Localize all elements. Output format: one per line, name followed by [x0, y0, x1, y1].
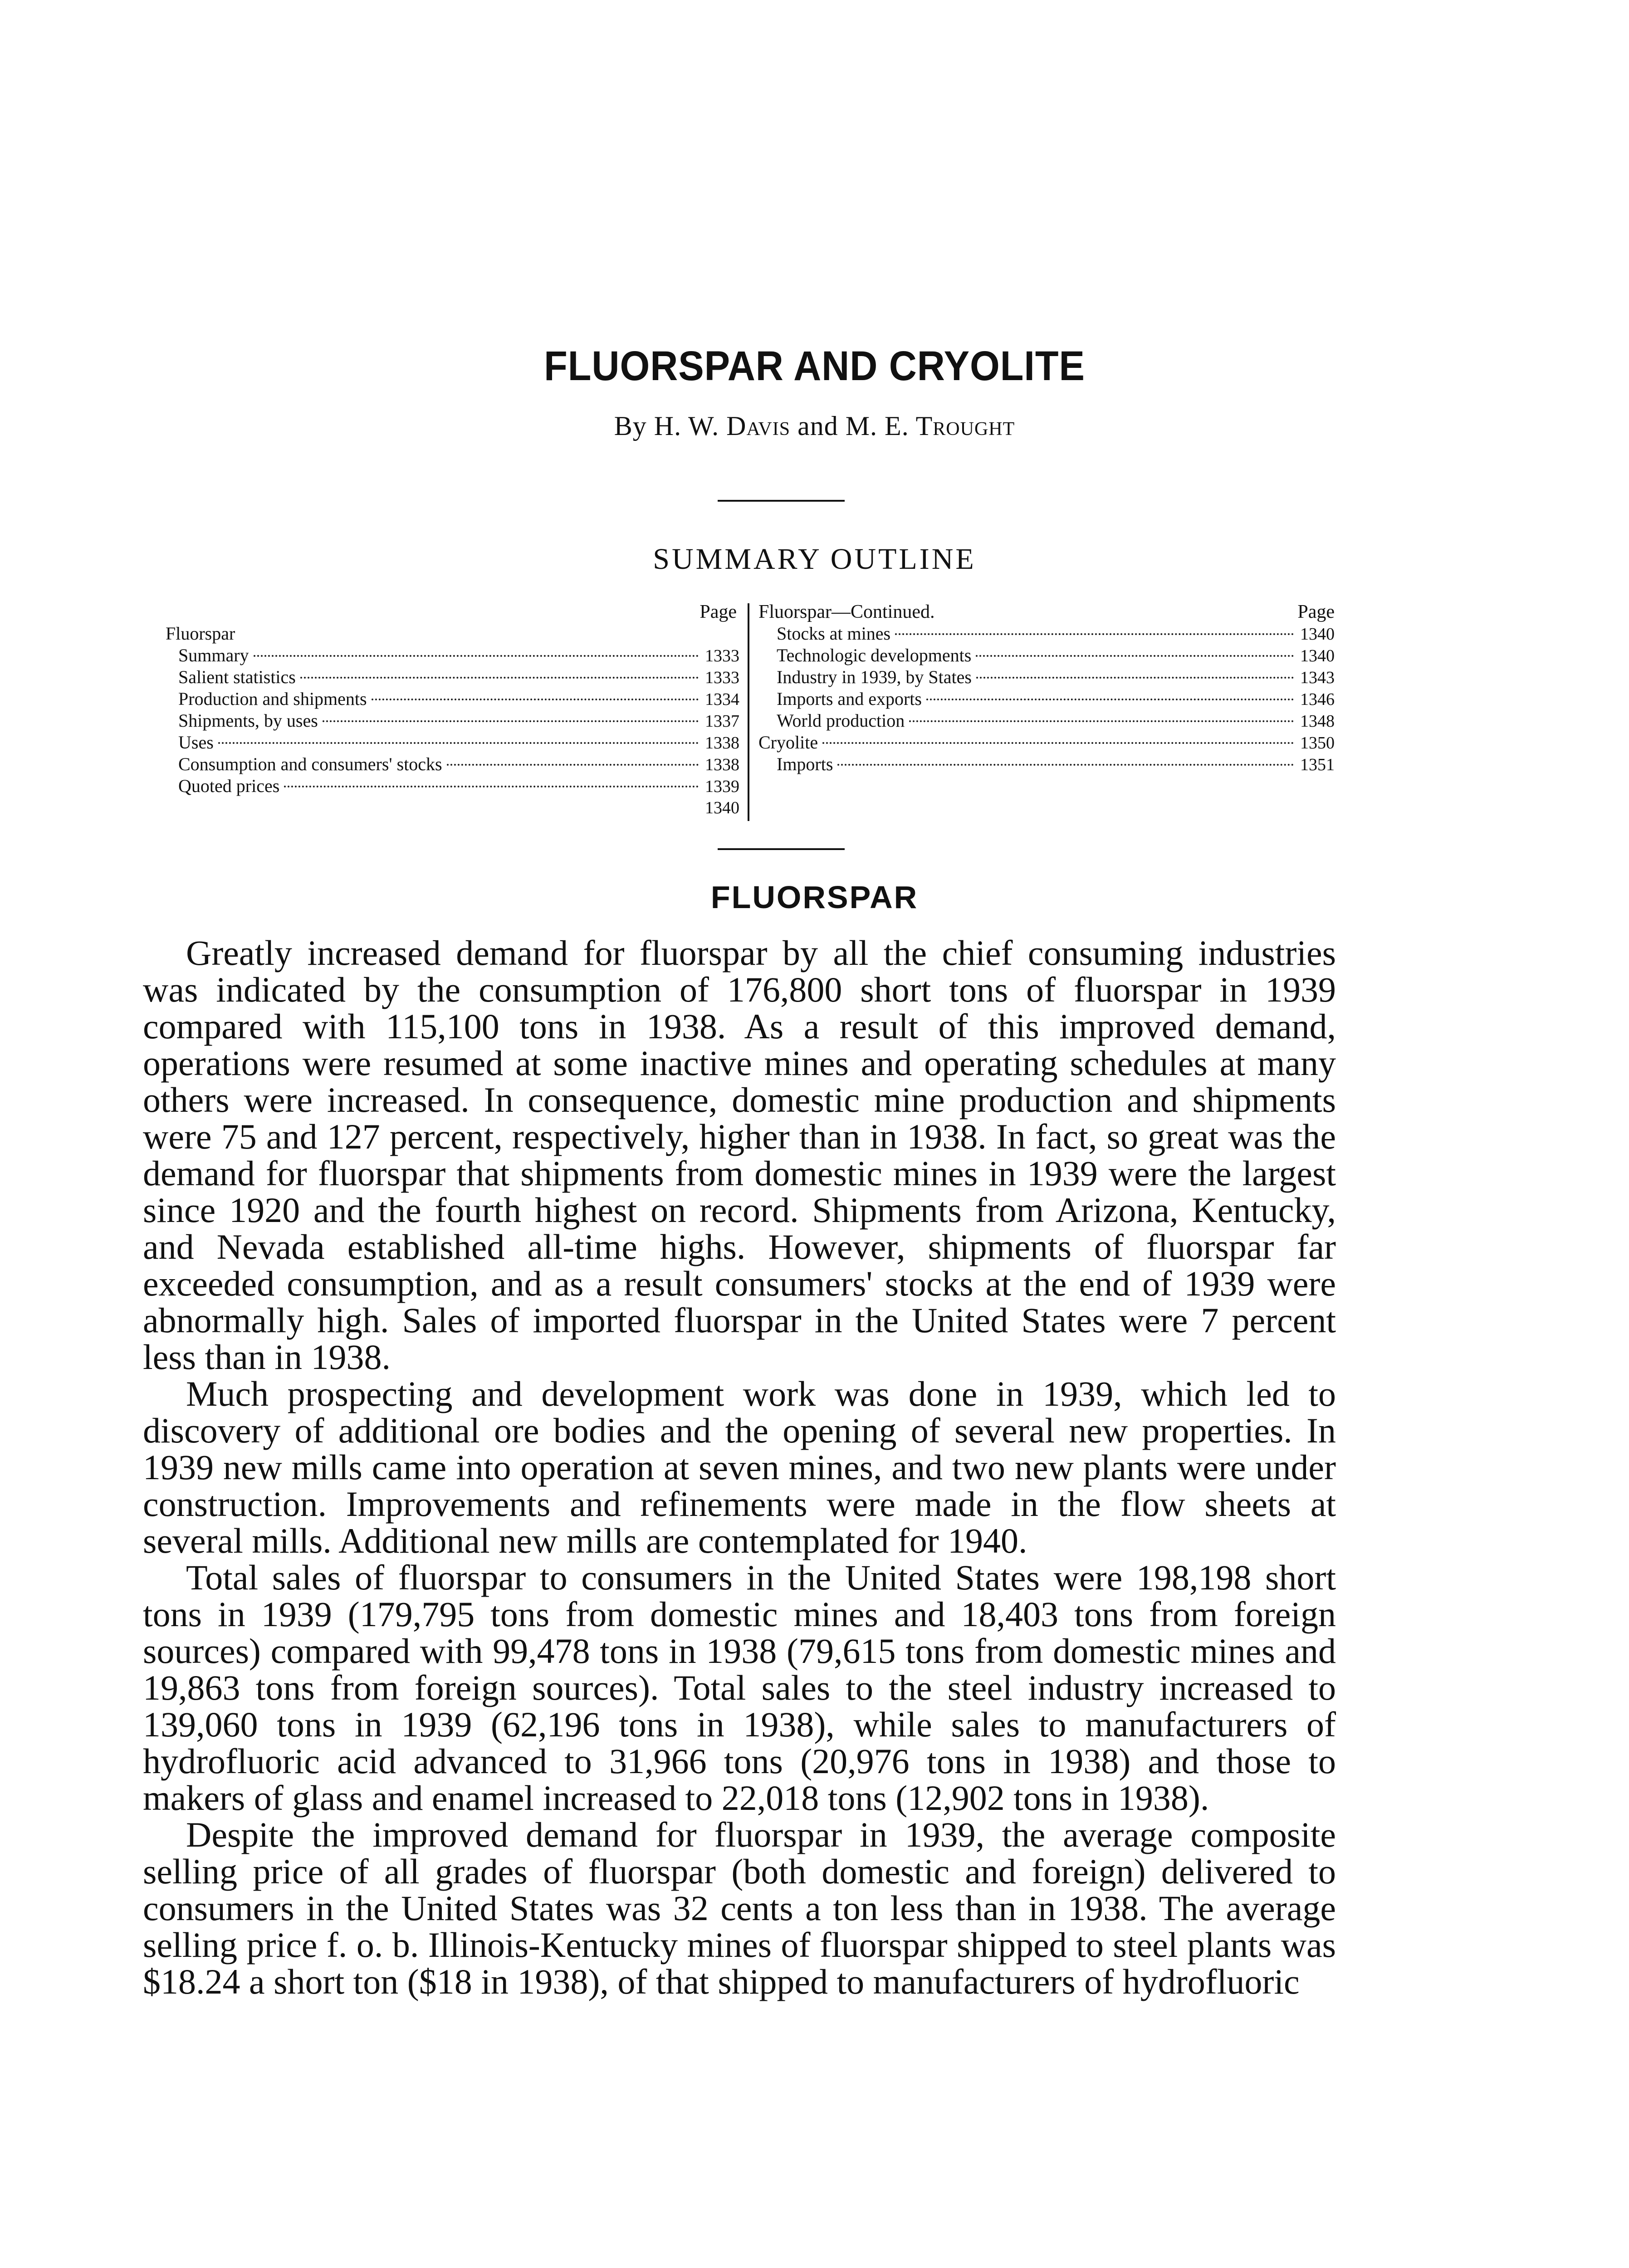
- document-title: FLUORSPAR AND CRYOLITE: [544, 343, 1085, 389]
- toc-leader-dots: [254, 655, 699, 657]
- toc-leader-dots: [218, 742, 699, 744]
- toc-entry-page: 1340: [705, 798, 739, 817]
- byline-prefix: By: [614, 411, 647, 441]
- byline: [0, 411, 1629, 442]
- toc-entry-label: Cryolite: [758, 732, 818, 753]
- toc-entry-label: Quoted prices: [178, 776, 280, 796]
- toc-leader-dots: [447, 764, 699, 766]
- toc-entry-label: Salient statistics: [178, 667, 296, 687]
- toc-leader-dots: [284, 786, 699, 787]
- summary-outline-heading: SUMMARY OUTLINE: [653, 543, 976, 576]
- toc-entry-label: Fluorspar: [166, 623, 235, 644]
- toc-entry-label: World production: [777, 710, 905, 731]
- toc-entry-page: 1343: [1300, 668, 1335, 687]
- toc-entry-page: 1338: [705, 755, 739, 774]
- author-1: H. W. Davis: [654, 411, 791, 441]
- divider-rule: [718, 500, 845, 502]
- toc-page-label: Page: [700, 601, 737, 622]
- toc-entry: [758, 732, 1335, 753]
- paragraph: Much prospecting and development work was done in 1939, which led to discovery of additional ore bodies and the opening of several new properties. In 1939 new mills came into operation at seven mines, and two new plants were under construction. Improvements and refinements were made in the flow sheets at several mills. Additional new mills are contemplated for 1940.: [143, 1374, 1336, 1560]
- toc-leader-dots: [837, 764, 1294, 766]
- toc-entry: [758, 645, 1335, 666]
- toc-page-label: Page: [1297, 601, 1335, 622]
- toc-entry: [166, 645, 739, 666]
- toc-entry-page: 1351: [1300, 755, 1335, 774]
- toc-entry-label: Uses: [178, 732, 214, 753]
- paragraph: Greatly increased demand for fluorspar by all the chief consuming industries was indicated by the consumption of 176,800 short tons of fluorspar in 1939 compared with 115,100 tons in 1938. As a result of this improved demand, operations were resumed at some inactive mines and operating schedules at many others were increased. In consequence, domestic mine production and shipments were 75 and 127 percent, respectively, higher than in 1938. In fact, so great was the demand for fluorspar that shipments from domestic mines in 1939 were the largest since 1920 and the fourth highest on record. Shipments from Arizona, Kentucky, and Nevada established all-time highs. However, shipments of fluorspar far exceeded consumption, and as a result consumers' stocks at the end of 1939 were abnormally high. Sales of imported fluorspar in the United States were 7 percent less than in 1938.: [143, 933, 1336, 1377]
- paragraph: Total sales of fluorspar to consumers in the United States were 198,198 short tons in 1939 (179,795 tons from domestic mines and 18,403 tons from foreign sources) compared with 99,478 tons in 1938 (79,615 tons from domestic mines and 19,863 tons from foreign sources). Total sales to the steel industry increased to 139,060 tons in 1939 (62,196 tons in 1938), while sales to manufacturers of hydrofluoric acid advanced to 31,966 tons (20,976 tons in 1938) and those to makers of glass and enamel increased to 22,018 tons (12,902 tons in 1938).: [143, 1558, 1336, 1818]
- toc-entry-label: Imports and exports: [777, 689, 922, 709]
- toc-entry-page: 1340: [1300, 646, 1335, 665]
- toc-entry: [166, 666, 739, 688]
- toc-entry: [166, 710, 739, 732]
- body-text: [143, 934, 1336, 2000]
- toc-leader-dots: [895, 633, 1294, 635]
- toc-entry: [758, 710, 1335, 732]
- toc-entry: [166, 688, 739, 710]
- toc-entry-label: Technologic developments: [777, 645, 972, 665]
- toc-entry: [758, 688, 1335, 710]
- toc-column-divider: [748, 603, 749, 821]
- toc-entry-page: 1334: [705, 690, 739, 709]
- toc-left-column: [166, 601, 739, 819]
- toc-entry-page: 1337: [705, 712, 739, 731]
- divider-rule: [718, 848, 845, 850]
- toc-leader-dots: [822, 742, 1294, 744]
- toc-leader-dots: [909, 720, 1294, 722]
- toc-entry-page: 1333: [705, 668, 739, 687]
- toc-leader-dots: [926, 699, 1294, 700]
- toc-entry: [758, 753, 1335, 775]
- toc-leader-dots: [323, 720, 699, 722]
- toc-entry: [166, 732, 739, 753]
- toc-entry-label: Imports: [777, 754, 833, 774]
- toc-continued-header: Fluorspar—Continued.: [758, 601, 935, 622]
- toc-entry: [166, 623, 739, 645]
- toc-entry: [166, 753, 739, 775]
- toc-leader-dots: [300, 677, 699, 679]
- toc-entry-page: 1348: [1300, 712, 1335, 731]
- toc-entry-page: 1338: [705, 733, 739, 753]
- toc-right-column: [758, 601, 1335, 775]
- toc-entry: [166, 797, 739, 819]
- section-heading: FLUORSPAR: [710, 880, 919, 915]
- toc-entry-page: 1339: [705, 777, 739, 796]
- byline-conjunction: and: [797, 411, 838, 441]
- toc-entry-label: Consumption and consumers' stocks: [178, 754, 442, 774]
- toc-entry-label: Production and shipments: [178, 689, 367, 709]
- toc-entry-label: Industry in 1939, by States: [777, 667, 972, 687]
- toc-entry-label: Shipments, by uses: [178, 710, 318, 731]
- toc-entry-page: 1346: [1300, 690, 1335, 709]
- toc-entry-label: Summary: [178, 645, 249, 665]
- toc-entry: [166, 775, 739, 797]
- toc-leader-dots: [976, 655, 1294, 657]
- toc-leader-dots: [372, 699, 699, 700]
- toc-entry-label: Stocks at mines: [777, 623, 891, 644]
- toc-entry-page: 1350: [1300, 733, 1335, 753]
- toc-entry-page: 1340: [1300, 625, 1335, 644]
- toc-entry: [758, 623, 1335, 645]
- paragraph: Despite the improved demand for fluorspar in 1939, the average composite selling price of all grades of fluorspar (both domestic and foreign) delivered to consumers in the United States was 32 cents a ton less than in 1938. The average selling price f. o. b. Illinois-Kentucky mines of fluorspar shipped to steel plants was $18.24 a short ton ($18 in 1938), of that shipped to manufacturers of hydrofluoric: [143, 1815, 1336, 2001]
- author-2: M. E. Trought: [845, 411, 1015, 441]
- toc-entry: [758, 666, 1335, 688]
- toc-entry-page: 1333: [705, 646, 739, 665]
- toc-leader-dots: [976, 677, 1294, 679]
